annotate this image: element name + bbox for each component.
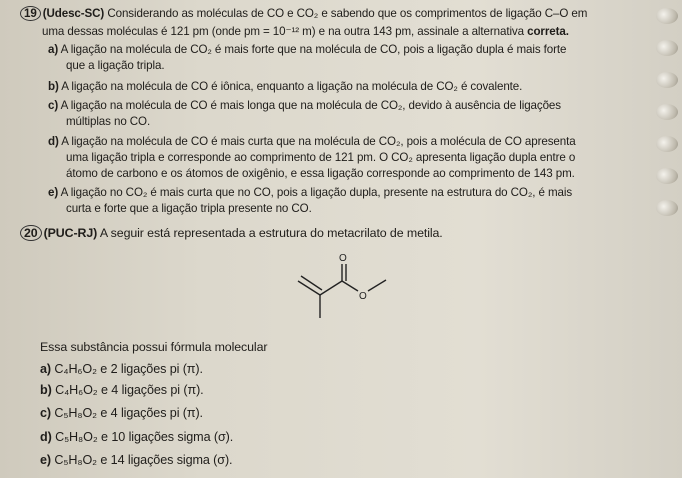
q20-source: (PUC-RJ) — [43, 226, 98, 240]
bond-alpha-carbonyl — [320, 281, 342, 295]
q19-option-a: a) A ligação na molécula de CO₂ é mais forte que na molécula de CO, pois a ligação dupla é mais forte — [48, 43, 567, 56]
q19-option-e: e) A ligação no CO₂ é mais curta que no CO, pois a ligação dupla, presente na estrutura do CO₂, é mais — [48, 186, 573, 199]
q19-number: 19 — [20, 6, 41, 21]
q19-option-c-cont: múltiplas no CO. — [66, 115, 151, 128]
q20-number: 20 — [20, 225, 42, 241]
carbonyl-oxygen-label: O — [339, 253, 347, 264]
binding-ring — [656, 8, 678, 24]
bond-ester — [342, 281, 358, 291]
binding-ring — [656, 72, 678, 88]
q19-option-b: b) A ligação na molécula de CO é iônica, enquanto a ligação na molécula de CO₂ é covalente. — [48, 80, 523, 93]
binding-ring — [656, 200, 678, 216]
bond-vinyl-double — [301, 276, 322, 290]
bond-methoxy — [368, 280, 386, 291]
q20-stem: 20 (PUC-RJ) A seguir está representada a estrutura do metacrilato de metila. — [20, 225, 443, 241]
q19-option-d: d) A ligação na molécula de CO é mais curta que na molécula de CO₂, pois a molécula de CO apresenta — [48, 135, 576, 148]
binding-ring — [656, 104, 678, 120]
binding-ring — [656, 40, 678, 56]
q20-option-a: a) C₄H₆O₂ e 2 ligações pi (π). — [40, 362, 203, 376]
q20-option-e: e) C₅H₈O₂ e 14 ligações sigma (σ). — [40, 453, 233, 467]
q19-option-a-cont: que a ligação tripla. — [66, 59, 165, 72]
binding-ring — [656, 168, 678, 184]
q19-keyword: correta. — [527, 25, 569, 38]
q20-prompt: Essa substância possui fórmula molecular — [40, 340, 268, 354]
q19-stem-text1: Considerando as moléculas de CO e CO₂ e sabendo que os comprimentos de ligação C–O em — [107, 7, 588, 20]
q19-option-c: c) A ligação na molécula de CO é mais longa que na molécula de CO₂, devido à ausência de ligações — [48, 99, 561, 112]
bond-vinyl — [298, 281, 320, 295]
q19-source: (Udesc-SC) — [42, 7, 105, 20]
q19-option-d-cont2: átomo de carbono e os átomos de oxigênio, e essa ligação corresponde ao comprimento de 143 pm. — [66, 167, 575, 180]
methyl-methacrylate-structure — [290, 248, 430, 328]
spiral-binding — [642, 0, 682, 478]
q19-stem-line1 — [20, 6, 587, 21]
q20-option-c: c) C₅H₈O₂ e 4 ligações pi (π). — [40, 406, 203, 420]
q19-option-d-cont1: uma ligação tripla e corresponde ao comprimento de 121 pm. O CO₂ apresenta ligação dupla entre o — [66, 151, 576, 164]
q20-option-d: d) C₅H₈O₂ e 10 ligações sigma (σ). — [40, 430, 234, 444]
ester-oxygen-label: O — [359, 291, 367, 302]
q19-stem-line2: uma dessas moléculas é 121 pm (onde pm = 10⁻¹² m) e na outra 143 pm, assinale a alternativa correta. — [42, 25, 569, 38]
q20-option-b: b) C₄H₆O₂ e 4 ligações pi (π). — [40, 383, 204, 397]
binding-ring — [656, 136, 678, 152]
q19-option-e-cont: curta e forte que a ligação tripla presente no CO. — [66, 202, 312, 215]
